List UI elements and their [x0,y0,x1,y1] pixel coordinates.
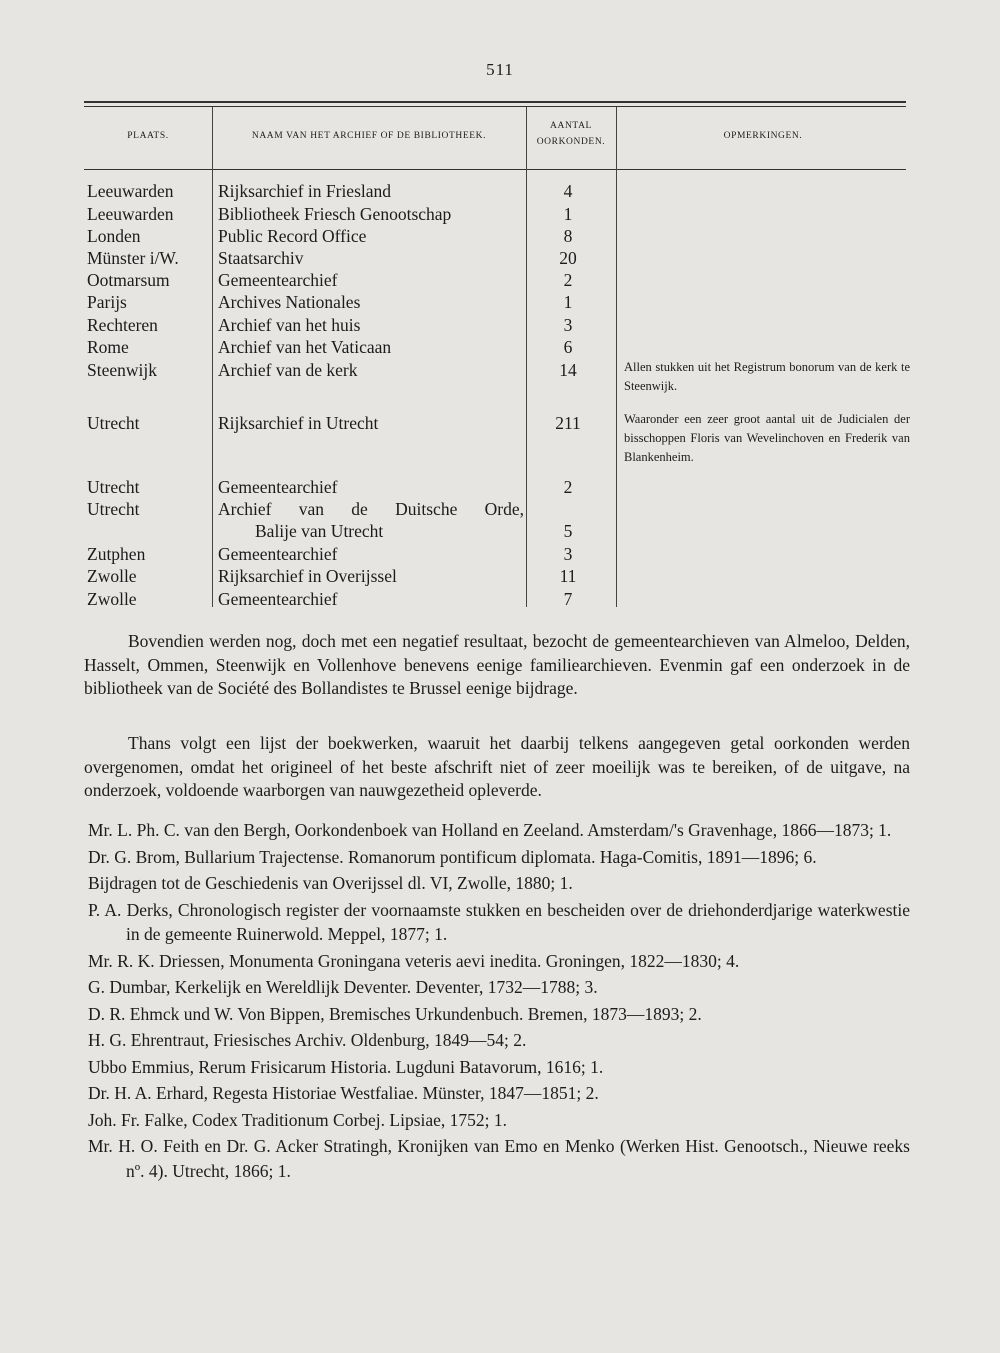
count-cell: 4 [563,181,573,201]
count-cell: 1 [563,292,573,312]
count-cell: 6 [563,337,573,357]
paragraph-thans: Thans volgt een lijst der boekwerken, waaruit het daarbij telkens aangegeven getal oorkonden werden overgenomen, omdat het origineel of het beste afschrift niet of zeer moeilijk was te bereiken, of de uitgave, na onderzoek, voldoende waarborgen van nauwgezetheid opleverde. [84,733,910,800]
place-cell: Londen [87,226,141,246]
archive-cell: Archief van de kerk [218,360,358,380]
place-cell: Münster i/W. [87,248,179,268]
count-cell: 20 [559,248,577,268]
page-number: 511 [486,60,514,79]
archive-cell: Balije van Utrecht [255,521,384,541]
reference-entry: Mr. H. O. Feith en Dr. G. Acker Stratingh, Kronijken van Emo en Menko (Werken Hist. Genootsch., Nieuwe reeks nº. 4). Utrecht, 1866; 1. [88,1136,910,1181]
table-row [0,226,1000,250]
place-cell: Zwolle [87,589,137,609]
table-row [0,270,1000,294]
reference-entry: H. G. Ehrentraut, Friesisches Archiv. Oldenburg, 1849—54; 2. [88,1030,527,1050]
table-row [0,204,1000,228]
header-count-line1: AANTAL [550,121,592,131]
header-place: PLAATS. [127,131,169,141]
place-cell: Utrecht [87,413,140,433]
table-row [0,477,1000,501]
count-cell: 2 [563,270,573,290]
archive-cell: Archief van het huis [218,315,361,335]
reference-entry: Ubbo Emmius, Rerum Frisicarum Historia. Lugduni Batavorum, 1616; 1. [88,1056,604,1077]
archive-cell: Archief van het Vaticaan [218,337,392,357]
archive-cell: Public Record Office [218,226,367,246]
place-cell: Zwolle [87,566,137,586]
remark-utrecht: Waaronder een zeer groot aantal uit de Judicialen der bisschoppen Floris van Wevelinchoven en Frederik van Blankenheim. [624,412,910,464]
remark-steenwijk: Allen stukken uit het Registrum bonorum van de kerk te Steenwijk. [624,360,910,393]
place-cell: Ootmarsum [87,270,170,290]
archive-cell: Rijksarchief in Friesland [218,181,392,201]
header-archive: NAAM VAN HET ARCHIEF OF DE BIBLIOTHEEK. [251,131,487,141]
reference-entry: Dr. H. A. Erhard, Regesta Historiae Westfaliae. Münster, 1847—1851; 2. [88,1083,599,1103]
reference-entry: G. Dumbar, Kerkelijk en Wereldlijk Deventer. Deventer, 1732—1788; 3. [88,977,598,997]
table-row [0,589,1000,613]
reference-entry: Mr. R. K. Driessen, Monumenta Groningana veteris aevi inedita. Groningen, 1822—1830; 4. [88,950,740,971]
header-remarks: OPMERKINGEN. [723,131,803,141]
table-top-rule [84,101,906,103]
place-cell: Utrecht [87,499,140,519]
place-cell: Rome [87,337,129,357]
place-cell: Utrecht [87,477,140,497]
table-row [0,248,1000,272]
table-row [0,544,1000,568]
reference-list [88,818,910,1185]
count-cell: 2 [563,477,573,497]
table-top-rule-inner [84,106,906,107]
count-cell: 3 [563,544,573,564]
count-cell: 11 [559,566,577,586]
place-cell: Parijs [87,292,127,312]
count-cell: 211 [555,413,581,433]
table-row [0,521,1000,545]
reference-entry: Dr. G. Brom, Bullarium Trajectense. Romanorum pontificum diplomata. Haga-Comitis, 1891—1896; 6. [88,846,817,867]
table-header-rule [84,169,906,170]
header-count-line2: OORKONDEN. [536,137,606,147]
table-row [0,499,1000,523]
place-cell: Leeuwarden [87,204,174,224]
reference-entry: P. A. Derks, Chronologisch register der voornaamste stukken en bescheiden over de driehonderdjarige waterkwestie in de gemeente Ruinerwold. Meppel, 1877; 1. [88,899,910,944]
reference-entry: Mr. L. Ph. C. van den Bergh, Oorkondenboek van Holland en Zeeland. Amsterdam/'s Gravenhage, 1866—1873; 1. [88,820,892,840]
table-row [0,566,1000,590]
count-cell: 1 [563,204,573,224]
archive-cell: Rijksarchief in Utrecht [218,413,379,433]
count-cell: 14 [559,360,577,380]
reference-entry: D. R. Ehmck und W. Von Bippen, Bremisches Urkundenbuch. Bremen, 1873—1893; 2. [88,1003,702,1024]
archive-cell: Rijksarchief in Overijssel [218,566,397,586]
table-row [0,292,1000,316]
archive-cell: Archives Nationales [218,292,361,312]
table-row [0,181,1000,205]
count-cell: 7 [563,589,573,609]
reference-entry: Bijdragen tot de Geschiedenis van Overijssel dl. VI, Zwolle, 1880; 1. [88,873,573,893]
place-cell: Zutphen [87,544,146,564]
count-cell: 8 [563,226,573,246]
archive-cell: Gemeentearchief [218,477,338,497]
archive-cell: Staatsarchiv [218,248,304,268]
archive-cell: Gemeentearchief [218,270,338,290]
count-cell: 5 [563,521,573,541]
count-cell: 3 [563,315,573,335]
paragraph-bovendien: Bovendien werden nog, doch met een negatief resultaat, bezocht de gemeentearchieven van Almeloo, Delden, Hasselt, Ommen, Steenwijk en Vollenhove benevens eenige familiearchieven. Evenmin gaf een onderzoek in de bibliotheek van de Société des Bollandistes te Brussel eenige bijdrage. [84,631,910,698]
place-cell: Leeuwarden [87,181,174,201]
reference-entry: Joh. Fr. Falke, Codex Traditionum Corbej. Lipsiae, 1752; 1. [88,1109,508,1130]
place-cell: Steenwijk [87,360,157,380]
table-row [0,315,1000,339]
archive-cell: Archief van de Duitsche Orde, [218,499,524,519]
place-cell: Rechteren [87,315,158,335]
archive-cell: Gemeentearchief [218,589,338,609]
archive-cell: Gemeentearchief [218,544,338,564]
archive-cell: Bibliotheek Friesch Genootschap [218,204,452,224]
